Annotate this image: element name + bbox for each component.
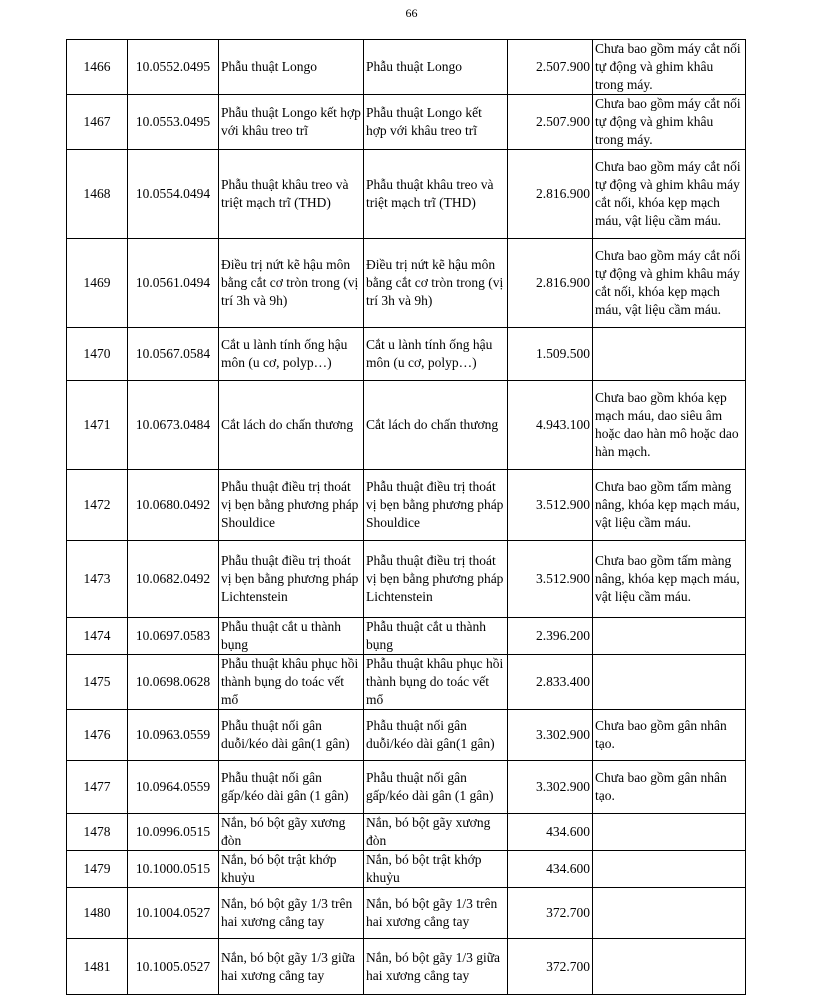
note-cell <box>593 814 746 851</box>
service-name-approved-cell: Nắn, bó bột gãy 1/3 giữa hai xương cẳng tay <box>364 939 508 995</box>
table-row <box>67 95 746 150</box>
price-cell: 4.943.100 <box>508 381 593 470</box>
table-row <box>67 150 746 239</box>
service-name-approved-cell: Điều trị nứt kẽ hậu môn bằng cắt cơ tròn trong (vị trí 3h và 9h) <box>364 239 508 328</box>
service-name-cell: Điều trị nứt kẽ hậu môn bằng cắt cơ tròn trong (vị trí 3h và 9h) <box>219 239 364 328</box>
price-cell: 1.509.500 <box>508 328 593 381</box>
price-cell: 3.302.900 <box>508 761 593 814</box>
service-name-approved-cell: Cắt lách do chấn thương <box>364 381 508 470</box>
row-number-cell: 1481 <box>67 939 128 995</box>
row-number-cell: 1479 <box>67 851 128 888</box>
service-name-cell: Phẫu thuật điều trị thoát vị bẹn bằng phương pháp Shouldice <box>219 470 364 541</box>
note-cell: Chưa bao gồm tấm màng nâng, khóa kẹp mạch máu, vật liệu cầm máu. <box>593 541 746 618</box>
table-row <box>67 710 746 761</box>
table-row <box>67 888 746 939</box>
note-cell: Chưa bao gồm tấm màng nâng, khóa kẹp mạch máu, vật liệu cầm máu. <box>593 470 746 541</box>
service-code-cell: 10.0996.0515 <box>128 814 219 851</box>
note-cell <box>593 618 746 655</box>
table-row <box>67 939 746 995</box>
table-row <box>67 618 746 655</box>
note-cell: Chưa bao gồm máy cắt nối tự động và ghim khâu trong máy. <box>593 95 746 150</box>
row-number-cell: 1474 <box>67 618 128 655</box>
price-cell: 2.816.900 <box>508 150 593 239</box>
note-cell: Chưa bao gồm gân nhân tạo. <box>593 710 746 761</box>
price-cell: 3.512.900 <box>508 541 593 618</box>
service-name-approved-cell: Phẫu thuật cắt u thành bụng <box>364 618 508 655</box>
service-name-approved-cell: Phẫu thuật Longo kết hợp với khâu treo trĩ <box>364 95 508 150</box>
row-number-cell: 1475 <box>67 655 128 710</box>
note-cell <box>593 939 746 995</box>
service-code-cell: 10.0697.0583 <box>128 618 219 655</box>
service-name-approved-cell: Phẫu thuật khâu phục hồi thành bụng do toác vết mổ <box>364 655 508 710</box>
price-cell: 372.700 <box>508 939 593 995</box>
table-row <box>67 851 746 888</box>
service-code-cell: 10.1005.0527 <box>128 939 219 995</box>
table-row <box>67 470 746 541</box>
row-number-cell: 1468 <box>67 150 128 239</box>
service-code-cell: 10.0673.0484 <box>128 381 219 470</box>
note-cell: Chưa bao gồm máy cắt nối tự động và ghim khâu trong máy. <box>593 40 746 95</box>
service-code-cell: 10.0554.0494 <box>128 150 219 239</box>
service-code-cell: 10.0682.0492 <box>128 541 219 618</box>
service-name-cell: Cắt lách do chấn thương <box>219 381 364 470</box>
row-number-cell: 1469 <box>67 239 128 328</box>
table-row <box>67 328 746 381</box>
service-code-cell: 10.1004.0527 <box>128 888 219 939</box>
table-row <box>67 381 746 470</box>
service-name-cell: Phẫu thuật điều trị thoát vị bẹn bằng phương pháp Lichtenstein <box>219 541 364 618</box>
service-name-approved-cell: Cắt u lành tính ống hậu môn (u cơ, polyp…) <box>364 328 508 381</box>
note-cell: Chưa bao gồm khóa kẹp mạch máu, dao siêu âm hoặc dao hàn mô hoặc dao hàn mạch. <box>593 381 746 470</box>
service-name-cell: Phẫu thuật cắt u thành bụng <box>219 618 364 655</box>
service-name-cell: Cắt u lành tính ống hậu môn (u cơ, polyp…) <box>219 328 364 381</box>
row-number-cell: 1478 <box>67 814 128 851</box>
row-number-cell: 1472 <box>67 470 128 541</box>
price-cell: 434.600 <box>508 814 593 851</box>
price-table <box>66 39 746 995</box>
service-name-approved-cell: Nắn, bó bột gãy 1/3 trên hai xương cẳng tay <box>364 888 508 939</box>
table-row <box>67 814 746 851</box>
service-code-cell: 10.1000.0515 <box>128 851 219 888</box>
service-code-cell: 10.0553.0495 <box>128 95 219 150</box>
row-number-cell: 1476 <box>67 710 128 761</box>
price-cell: 2.507.900 <box>508 40 593 95</box>
price-cell: 3.512.900 <box>508 470 593 541</box>
price-cell: 2.396.200 <box>508 618 593 655</box>
price-cell: 2.833.400 <box>508 655 593 710</box>
service-name-cell: Nắn, bó bột trật khớp khuỷu <box>219 851 364 888</box>
table-row <box>67 761 746 814</box>
table-row <box>67 655 746 710</box>
table-body <box>67 40 746 995</box>
service-code-cell: 10.0964.0559 <box>128 761 219 814</box>
service-code-cell: 10.0552.0495 <box>128 40 219 95</box>
service-code-cell: 10.0698.0628 <box>128 655 219 710</box>
note-cell: Chưa bao gồm máy cắt nối tự động và ghim khâu máy cắt nối, khóa kẹp mạch máu, vật liệu cầm máu. <box>593 239 746 328</box>
service-name-approved-cell: Phẫu thuật Longo <box>364 40 508 95</box>
service-name-cell: Phẫu thuật khâu treo và triệt mạch trĩ (THD) <box>219 150 364 239</box>
service-name-cell: Nắn, bó bột gãy 1/3 giữa hai xương cẳng tay <box>219 939 364 995</box>
service-name-approved-cell: Phẫu thuật nối gân gấp/kéo dài gân (1 gân) <box>364 761 508 814</box>
service-name-cell: Phẫu thuật nối gân gấp/kéo dài gân (1 gân) <box>219 761 364 814</box>
row-number-cell: 1471 <box>67 381 128 470</box>
row-number-cell: 1470 <box>67 328 128 381</box>
service-name-approved-cell: Phẫu thuật điều trị thoát vị bẹn bằng phương pháp Shouldice <box>364 470 508 541</box>
note-cell: Chưa bao gồm máy cắt nối tự động và ghim khâu máy cắt nối, khóa kẹp mạch máu, vật liệu cầm máu. <box>593 150 746 239</box>
price-cell: 434.600 <box>508 851 593 888</box>
service-name-approved-cell: Phẫu thuật nối gân duỗi/kéo dài gân(1 gân) <box>364 710 508 761</box>
service-name-cell: Nắn, bó bột gãy 1/3 trên hai xương cẳng tay <box>219 888 364 939</box>
service-name-approved-cell: Nắn, bó bột gãy xương đòn <box>364 814 508 851</box>
note-cell <box>593 888 746 939</box>
page-number: 66 <box>405 6 418 20</box>
price-cell: 372.700 <box>508 888 593 939</box>
service-name-approved-cell: Nắn, bó bột trật khớp khuỷu <box>364 851 508 888</box>
service-name-cell: Phẫu thuật Longo kết hợp với khâu treo trĩ <box>219 95 364 150</box>
service-name-cell: Nắn, bó bột gãy xương đòn <box>219 814 364 851</box>
row-number-cell: 1473 <box>67 541 128 618</box>
table-row <box>67 239 746 328</box>
price-cell: 3.302.900 <box>508 710 593 761</box>
service-name-cell: Phẫu thuật Longo <box>219 40 364 95</box>
table-row <box>67 541 746 618</box>
note-cell <box>593 851 746 888</box>
service-name-approved-cell: Phẫu thuật điều trị thoát vị bẹn bằng phương pháp Lichtenstein <box>364 541 508 618</box>
service-code-cell: 10.0963.0559 <box>128 710 219 761</box>
price-cell: 2.507.900 <box>508 95 593 150</box>
note-cell <box>593 328 746 381</box>
service-name-approved-cell: Phẫu thuật khâu treo và triệt mạch trĩ (THD) <box>364 150 508 239</box>
table-row <box>67 40 746 95</box>
row-number-cell: 1467 <box>67 95 128 150</box>
row-number-cell: 1477 <box>67 761 128 814</box>
note-cell <box>593 655 746 710</box>
row-number-cell: 1466 <box>67 40 128 95</box>
note-cell: Chưa bao gồm gân nhân tạo. <box>593 761 746 814</box>
price-cell: 2.816.900 <box>508 239 593 328</box>
service-code-cell: 10.0680.0492 <box>128 470 219 541</box>
row-number-cell: 1480 <box>67 888 128 939</box>
service-code-cell: 10.0561.0494 <box>128 239 219 328</box>
service-code-cell: 10.0567.0584 <box>128 328 219 381</box>
service-name-cell: Phẫu thuật khâu phục hồi thành bụng do toác vết mổ <box>219 655 364 710</box>
service-name-cell: Phẫu thuật nối gân duỗi/kéo dài gân(1 gân) <box>219 710 364 761</box>
